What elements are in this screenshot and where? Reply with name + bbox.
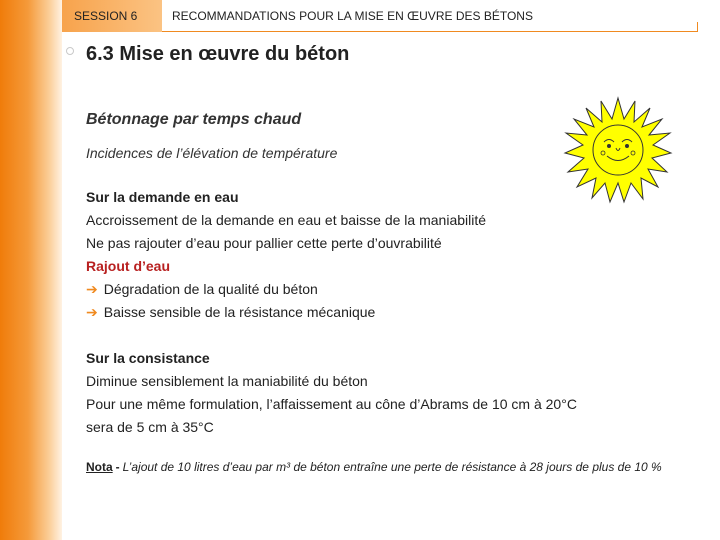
water-demand-section xyxy=(86,186,486,324)
note xyxy=(86,459,686,476)
circle-bullet-icon xyxy=(66,47,74,55)
consequence-item xyxy=(86,301,486,324)
header-title: RECOMMANDATIONS POUR LA MISE EN ŒUVRE DES BÉTONS xyxy=(172,9,533,23)
right-arrow-icon: ➔ xyxy=(86,304,98,320)
right-arrow-icon: ➔ xyxy=(86,281,98,297)
subheading-incidences: Incidences de l’élévation de température xyxy=(86,145,338,161)
slide-header xyxy=(0,0,720,32)
sun-illustration xyxy=(563,95,673,205)
note-label: Nota xyxy=(86,460,113,474)
subheading: Bétonnage par temps chaud xyxy=(86,111,302,128)
consequence-text: Dégradation de la qualité du béton xyxy=(103,281,318,297)
left-orange-band xyxy=(0,0,62,540)
consequence-text: Baisse sensible de la résistance mécanique xyxy=(103,304,376,320)
page-title: 6.3 Mise en œuvre du béton xyxy=(86,43,350,65)
consistency-line: Diminue sensiblement la maniabilité du béton xyxy=(86,373,368,389)
consistency-line: Pour une même formulation, l’affaissement au cône d’Abrams de 10 cm à 20°C xyxy=(86,396,577,412)
session-label: SESSION 6 xyxy=(74,9,138,23)
water-demand-line: Accroissement de la demande en eau et baisse de la maniabilité xyxy=(86,212,487,228)
water-demand-line: Ne pas rajouter d’eau pour pallier cette perte d’ouvrabilité xyxy=(86,235,442,251)
note-text: L’ajout de 10 litres d’eau par m³ de béton entraîne une perte de résistance à 28 jours de plus de 10 % xyxy=(122,460,662,474)
header-divider xyxy=(162,31,698,32)
header-divider-tick xyxy=(697,22,698,32)
water-addition-warning: Rajout d’eau xyxy=(86,258,171,274)
consistency-line: sera de 5 cm à 35°C xyxy=(86,419,214,435)
water-demand-heading: Sur la demande en eau xyxy=(86,189,239,205)
consistency-heading: Sur la consistance xyxy=(86,350,210,366)
consistency-section xyxy=(86,347,577,439)
consequence-item xyxy=(86,278,486,301)
note-separator: - xyxy=(115,460,120,474)
